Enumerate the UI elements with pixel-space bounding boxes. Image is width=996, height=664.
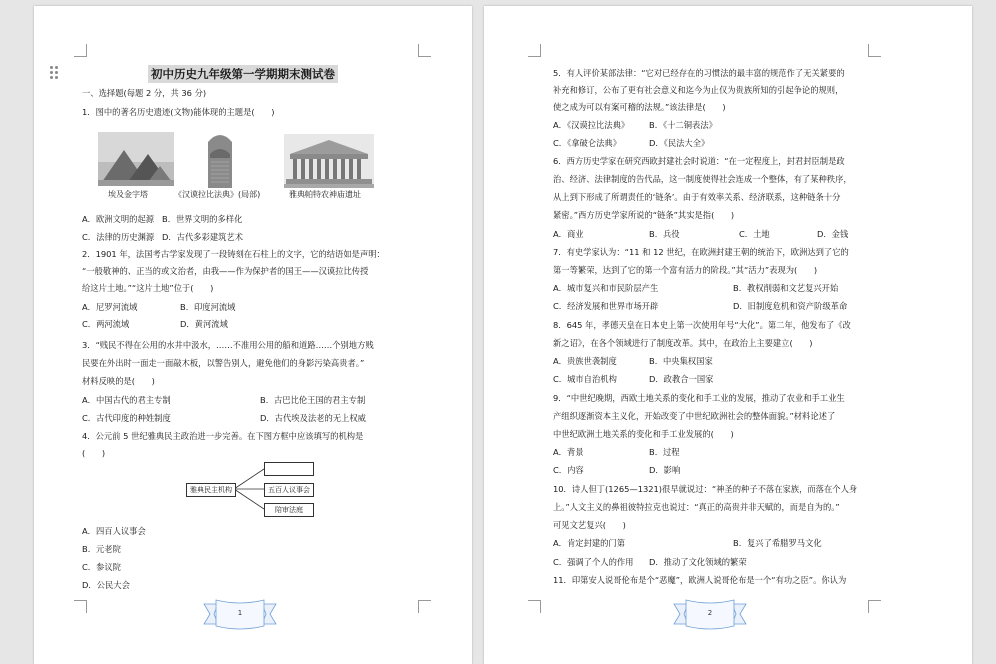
option-b: B．《十二铜表法》 [649,120,717,130]
option-b: B．中央集权国家 [649,356,713,366]
question-5-line: 5．有人评价某部法律：“它对已经存在的习惯法的最丰富的规范作了无关紧要的 [553,68,845,78]
option-d: D．《民法大全》 [649,138,710,148]
question-9-line: 产组织逐渐资本主义化，开始改变了中世纪欧洲社会的整体面貌。”材料论述了 [553,411,836,421]
question-3-line: 材料反映的是( ) [82,376,155,386]
section-heading: 一、选择题(每题 2 分，共 36 分) [82,88,207,98]
question-10-line: 10．诗人但丁(1265—1321)很早就说过：“神圣的种子不落在家族，而落在个人身 [553,484,858,494]
diagram-node: 五百人议事会 [264,483,314,497]
option-a: A．肯定封建的门第 [553,538,626,548]
option-c: C．古代印度的种姓制度 [82,413,171,423]
option-d: D．黄河流域 [180,319,228,329]
question-4-paren: ( ) [82,448,106,458]
question-11-line: 11．印第安人说哥伦布是个“恶魔”，欧洲人说哥伦布是一个“有功之臣”。你认为 [553,575,847,585]
question-4-stem: 4．公元前 5 世纪雅典民主政治进一步完善。在下图方框中应该填写的机构是 [82,431,364,441]
crop-mark [74,44,87,57]
option-b: B．复兴了希腊罗马文化 [733,538,822,548]
question-3-line: 民要在外出时一面走一面敲木板，以警告别人，避免他们的身影污染高贵者。” [82,358,365,368]
option-b: B．过程 [649,447,680,457]
drag-handle-icon[interactable] [50,66,58,81]
hammurabi-stele-image [204,128,236,188]
option-d: D．政教合一国家 [649,374,714,384]
option-d: D．古代多彩建筑艺术 [162,232,244,242]
crop-mark [868,44,881,57]
question-8-line: 8．645 年，孝德天皇在日本史上第一次使用年号“大化”。第二年，他发布了《改 [553,320,851,330]
diagram-node: 陪审法庭 [264,503,314,517]
option-c: C．经济发展和世界市场开辟 [553,301,659,311]
option-b: B．古巴比伦王国的君主专制 [260,395,366,405]
crop-mark [868,600,881,613]
option-c: C．《拿破仑法典》 [553,138,622,148]
question-6-line: 治、经济、法律制度的告代品，这一制度使得社会连成一个整体，有了某种秩序， [553,174,852,184]
question-1-stem: 1．图中的著名历史遗迹(文物)能体现的主题是( ) [82,107,275,117]
option-b: B．兵役 [649,229,680,239]
image-caption: 埃及金字塔 [108,190,148,199]
question-10-line: 可见文艺复兴( ) [553,520,626,530]
question-9-line: 9．“中世纪晚期，西欧土地关系的变化和手工业的发展，推动了农业和手工业生 [553,393,845,403]
option-b: B．教权削弱和文艺复兴开始 [733,283,839,293]
option-d: D．公民大会 [82,580,130,590]
option-a: A．欧洲文明的起源 [82,214,155,224]
parthenon-image [284,134,374,188]
option-d: D．旧制度危机和资产阶级革命 [733,301,848,311]
crop-mark [74,600,87,613]
exam-title: 初中历史九年级第一学期期末测试卷 [148,65,338,83]
option-a: A．《汉谟拉比法典》 [553,120,630,130]
question-5-line: 补充和修订，公布了更有社会意义和迄今为止仅为贵族所知的引起争论的规则， [553,85,844,95]
option-c: C．强调了个人的作用 [553,557,634,567]
option-a: A．尼罗河流域 [82,302,138,312]
question-2-line: “一般敬神的、正当的或文治者，由我——作为保护者的国王——汉谟拉比传授 [82,266,369,276]
document-page-2 [484,6,972,664]
page-number: 1 [237,609,243,617]
option-d: D．金钱 [817,229,849,239]
option-a: A．四百人议事会 [82,526,146,536]
option-a: A．贵族世袭制度 [553,356,617,366]
option-c: C．参议院 [82,562,121,572]
pyramids-image [98,132,174,186]
option-c: C．法律的历史渊源 [82,232,155,242]
option-c: C．内容 [553,465,584,475]
question-6-line: 6．西方历史学家在研究西欧封建社会时说道：“在一定程度上，封君封臣制是政 [553,156,845,166]
option-b: B．元老院 [82,544,121,554]
image-caption: 雅典帕特农神庙遗址 [289,190,361,199]
option-b: B．世界文明的多样化 [162,214,243,224]
option-c: C．城市自治机构 [553,374,617,384]
option-c: C．两河流域 [82,319,130,329]
question-2-line: 2．1901 年，法国考古学家发现了一段铸刻在石柱上的文字，它的结语如是声明： [82,249,385,259]
option-a: A．中国古代的君主专制 [82,395,171,405]
option-d: D．古代埃及法老的无上权威 [260,413,366,423]
crop-mark [418,44,431,57]
option-a: A．背景 [553,447,584,457]
option-a: A．城市复兴和市民阶层产生 [553,283,659,293]
option-d: D．推动了文化领域的繁荣 [649,557,747,567]
image-caption: 《汉谟拉比法典》(局部) [174,190,261,199]
question-6-line: 紧密。”西方历史学家所说的“链条”其实是指( ) [553,210,735,220]
crop-mark [528,600,541,613]
option-c: C．土地 [739,229,770,239]
question-6-line: 从上到下形成了所谓责任的‘链条’。由于有效率关系、经济联系，这种链条十分 [553,192,841,202]
option-b: B．印度河流域 [180,302,236,312]
diagram-blank-box [264,462,314,476]
question-9-line: 中世纪欧洲土地关系的变化和手工业发展的( ) [553,429,734,439]
page-number: 2 [707,609,713,617]
crop-mark [528,44,541,57]
question-7-line: 第一等繁荣，达到了它的第一个富有活力的阶段。”其“活力”表现为( ) [553,265,818,275]
question-2-line: 给这片土地。”“这片土地”位于( ) [82,283,214,293]
question-10-line: 上。”人文主义的鼻祖彼特拉克也说过：“真正的高贵并非天赋的，而是自为的。” [553,502,840,512]
question-5-line: 使之成为可以有案可稽的法规。”该法律是( ) [553,102,726,112]
question-3-line: 3．“贱民不得在公用的水井中汲水，……不准用公用的船和道路……个别地方贱 [82,340,374,350]
crop-mark [418,600,431,613]
option-d: D．影响 [649,465,681,475]
document-page-1 [34,6,472,664]
diagram-root: 雅典民主机构 [186,483,236,497]
question-7-line: 7．有史学家认为：“11 和 12 世纪，在欧洲封建王朝的统治下，欧洲达到了它的 [553,247,849,257]
question-8-line: 新之诏》，在各个领域进行了制度改革。其中，在政治上主要建立( ) [553,338,813,348]
option-a: A．商业 [553,229,584,239]
